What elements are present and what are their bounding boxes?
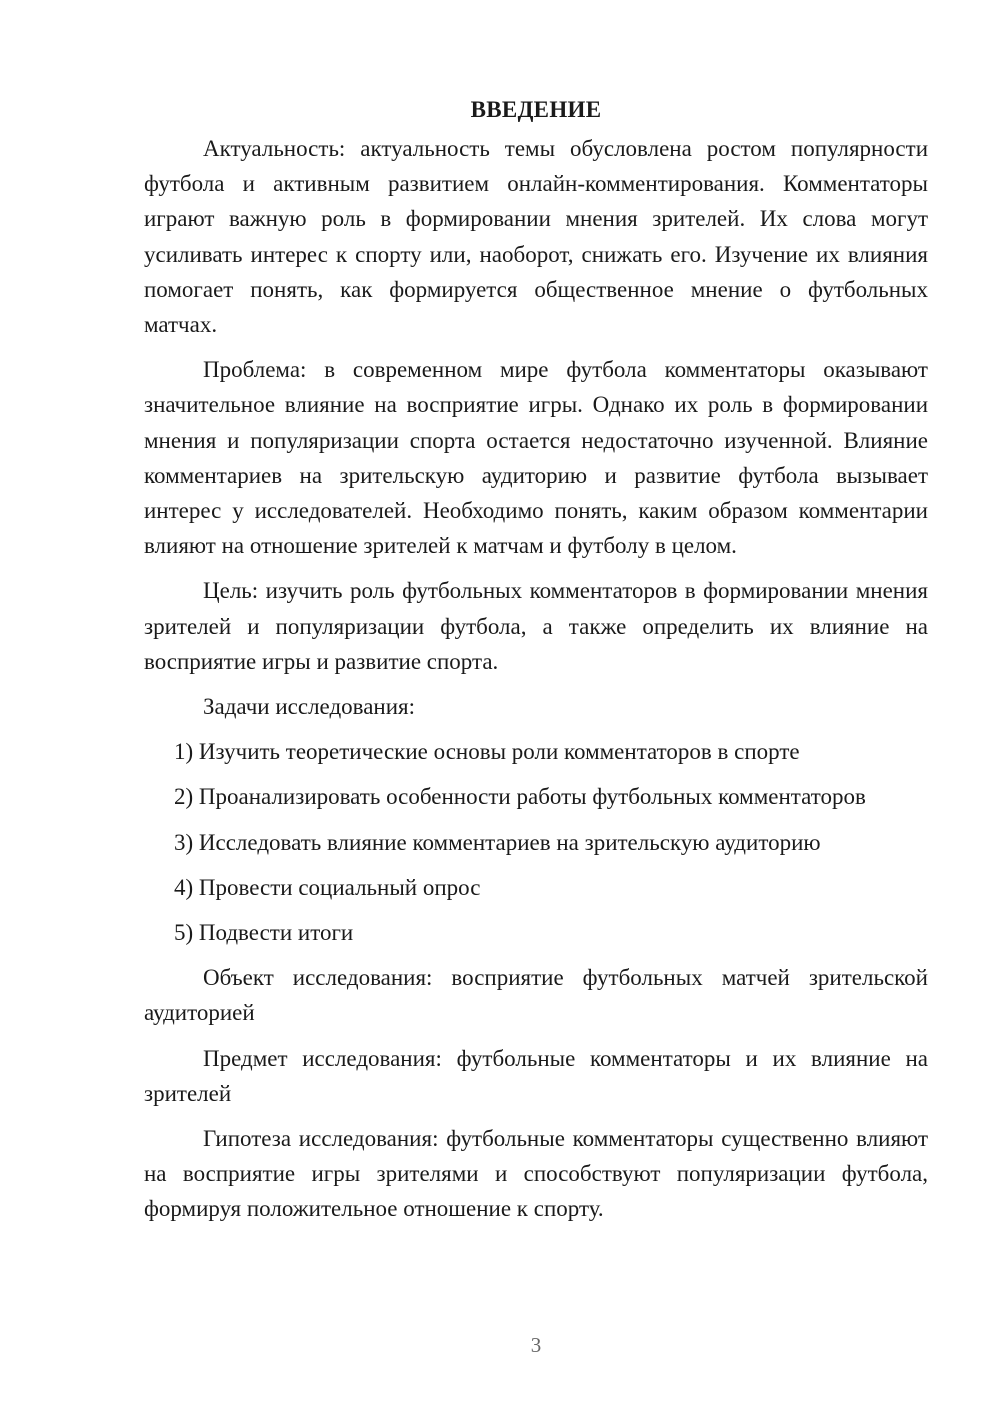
task-item-5: 5) Подвести итоги: [174, 920, 354, 946]
task-item-4: 4) Провести социальный опрос: [174, 874, 481, 900]
tasks-title: Задачи исследования:: [203, 694, 416, 720]
section-heading: ВВЕДЕНИЕ: [470, 97, 602, 122]
document-page: [144, 92, 928, 1237]
tasks-list: [144, 734, 928, 950]
paragraph-goal: Цель: изучить роль футбольных комментаторов в формировании мнения зрителей и популяризации футбола, а также определить их влияние на восприятие игры и развитие спорта.: [144, 578, 928, 674]
paragraph-object: Объект исследования: восприятие футбольных матчей зрительской аудиторией: [144, 965, 928, 1026]
paragraph-problem: Проблема: в современном мире футбола комментаторы оказывают значительное влияние на восприятие игры. Однако их роль в формировании мнения и популяризации спорта остается недостаточно изученной. Влияние комментариев на зрительскую аудиторию и развитие футбола вызывает интерес у исследователей. Необходимо понять, каким образом комментарии влияют на отношение зрителей к матчам и футболу в целом.: [144, 357, 928, 559]
task-item-1: 1) Изучить теоретические основы роли комментаторов в спорте: [174, 739, 800, 765]
page-number: 3: [530, 1333, 542, 1357]
paragraph-hypothesis: Гипотеза исследования: футбольные комментаторы существенно влияют на восприятие игры зрителями и способствуют популяризации футбола, формируя положительное отношение к спорту.: [144, 1126, 928, 1222]
paragraph-subject: Предмет исследования: футбольные комментаторы и их влияние на зрителей: [144, 1045, 928, 1106]
paragraph-relevance: Актуальность: актуальность темы обусловлена ростом популярности футбола и активным развитием онлайн-комментирования. Комментаторы играют важную роль в формировании мнения зрителей. Их слова могут усиливать интерес к спорту или, наоборот, снижать его. Изучение их влияния помогает понять, как формируется общественное мнение о футбольных матчах.: [144, 136, 928, 338]
task-item-3: 3) Исследовать влияние комментариев на зрительскую аудиторию: [174, 829, 821, 855]
task-item-2: 2) Проанализировать особенности работы футбольных комментаторов: [174, 784, 866, 810]
